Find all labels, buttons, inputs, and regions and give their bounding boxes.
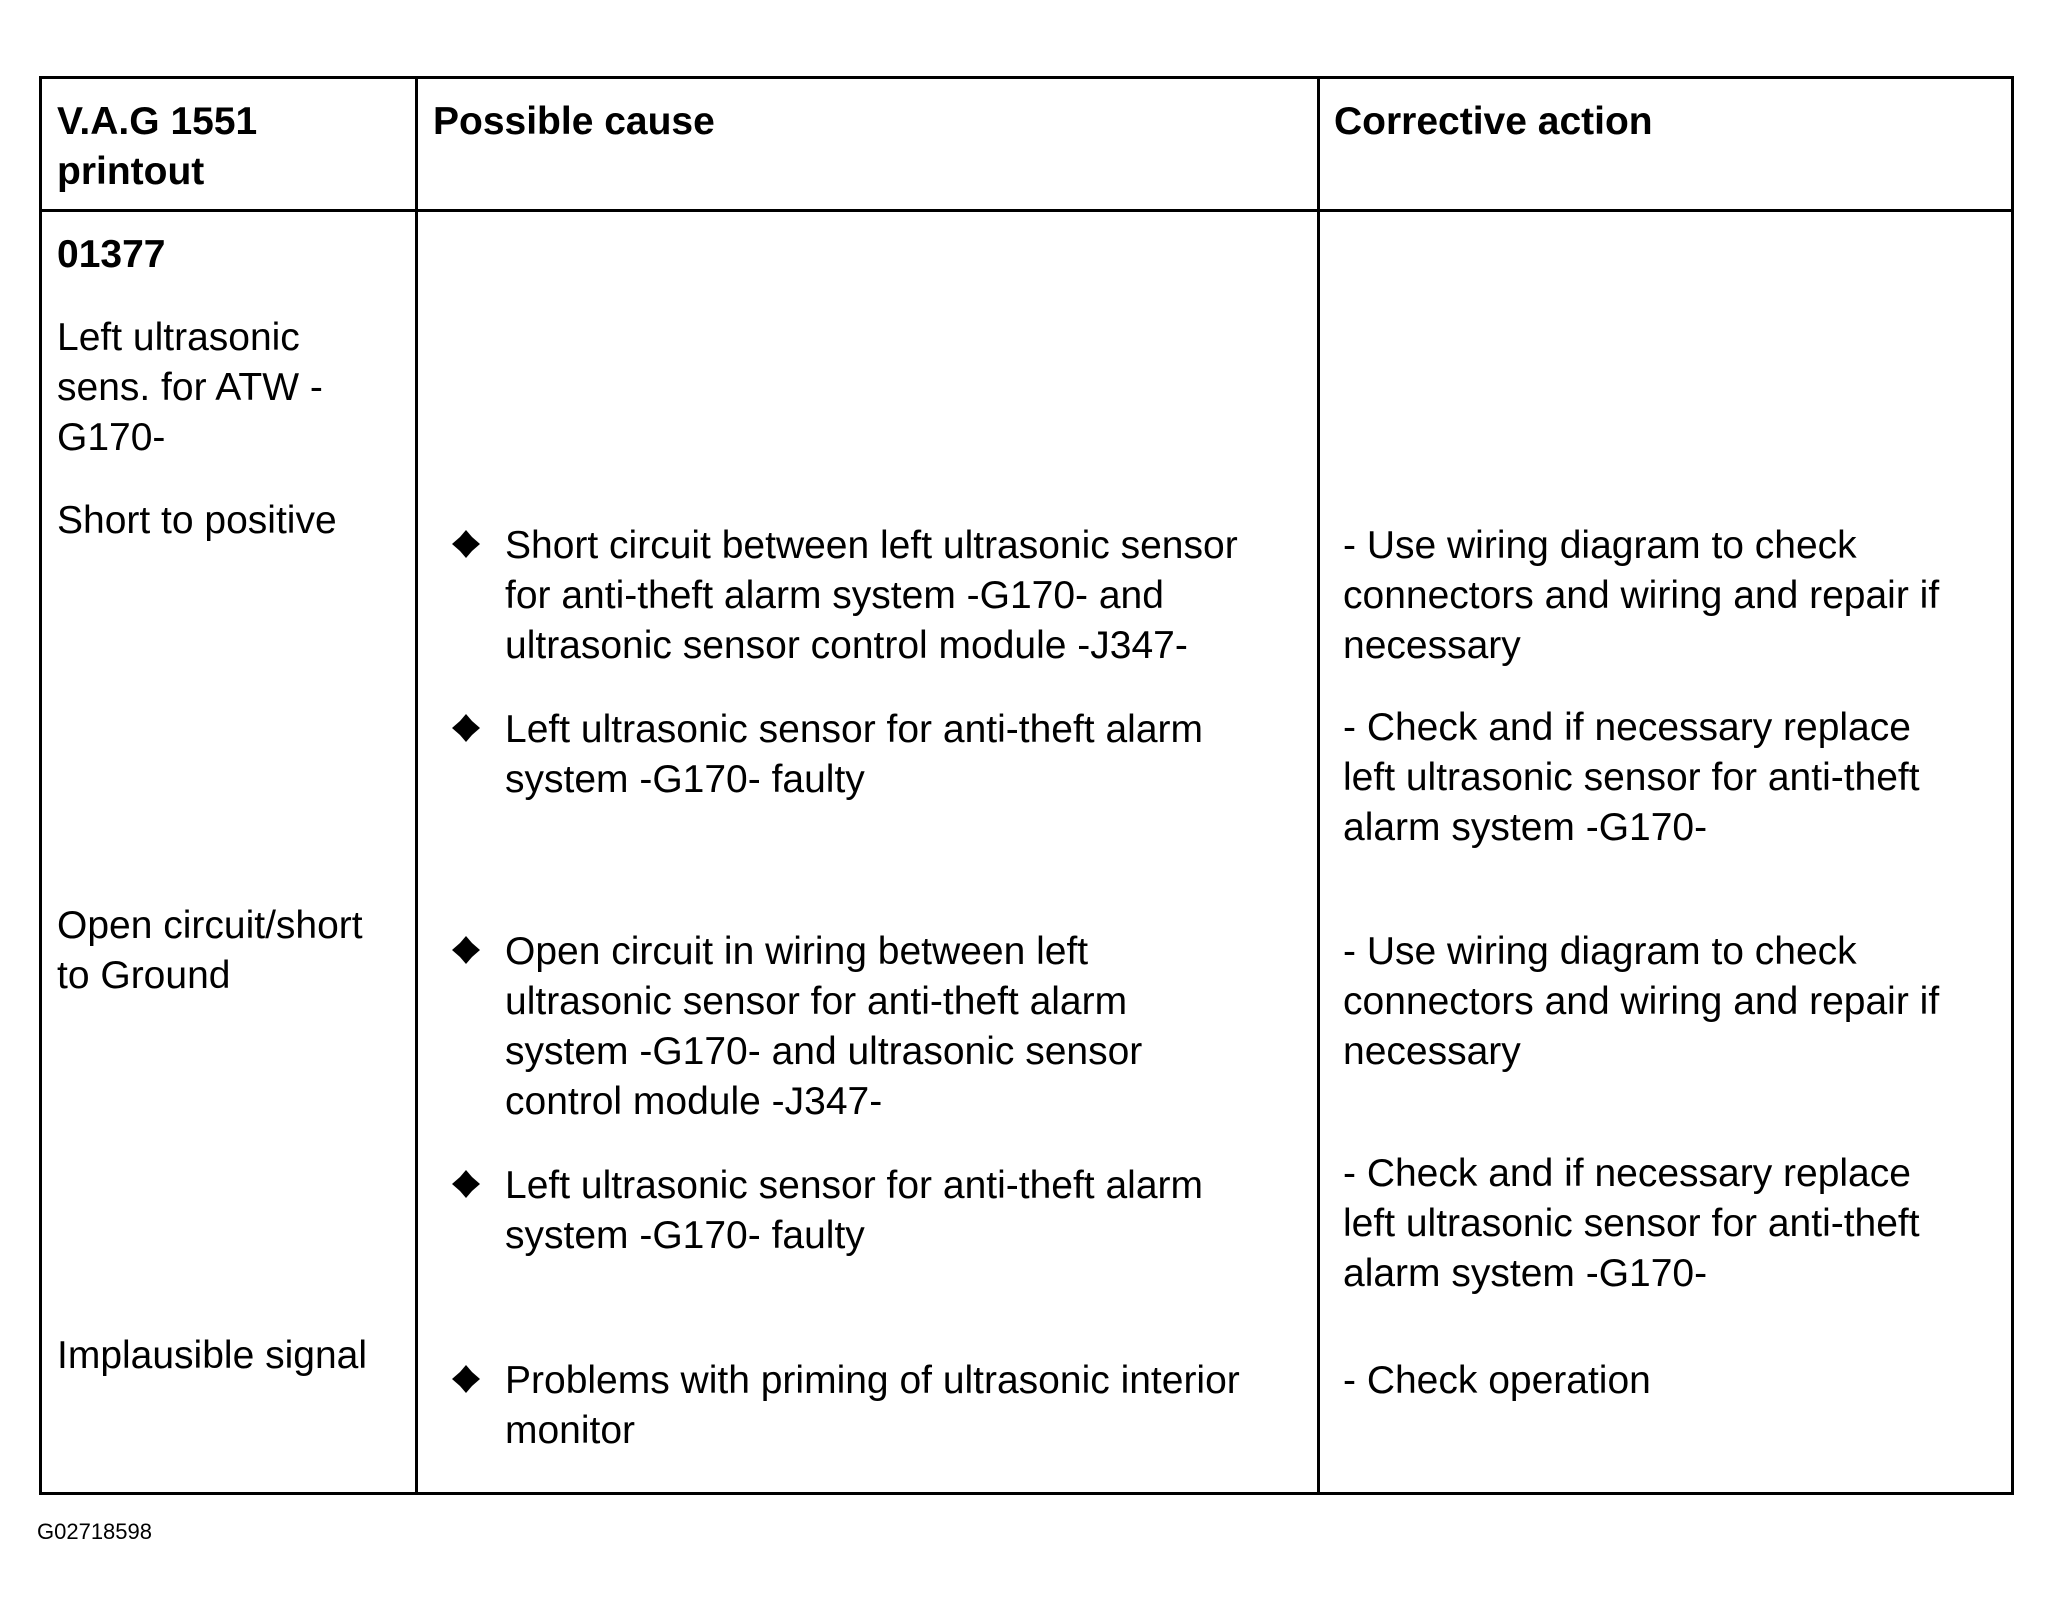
action-text-line: - Use wiring diagram to check bbox=[1343, 930, 1857, 973]
condition-open-circuit: to Ground bbox=[57, 954, 231, 997]
cause-text-line: ultrasonic sensor control module -J347- bbox=[505, 624, 1188, 667]
fault-component-line: Left ultrasonic bbox=[57, 316, 300, 359]
action-text-line: left ultrasonic sensor for anti-theft bbox=[1343, 756, 1920, 799]
condition-short-to-positive: Short to positive bbox=[57, 499, 337, 542]
diamond-bullet-icon bbox=[451, 713, 481, 743]
cause-text-line: Left ultrasonic sensor for anti-theft alarm bbox=[505, 1164, 1203, 1207]
header-divider bbox=[42, 209, 2011, 212]
fault-code: 01377 bbox=[57, 233, 166, 276]
cause-text-line: for anti-theft alarm system -G170- and bbox=[505, 574, 1164, 617]
action-text-line: necessary bbox=[1343, 1030, 1521, 1073]
header-printout-line: V.A.G 1551 bbox=[57, 100, 258, 143]
action-text-line: alarm system -G170- bbox=[1343, 806, 1708, 849]
cause-text-line: Short circuit between left ultrasonic sensor bbox=[505, 524, 1238, 567]
diamond-bullet-icon bbox=[451, 1169, 481, 1199]
figure-id: G02718598 bbox=[37, 1519, 152, 1544]
header-possible-cause: Possible cause bbox=[433, 100, 715, 143]
cause-text-line: monitor bbox=[505, 1409, 636, 1452]
diamond-bullet-icon bbox=[451, 1364, 481, 1394]
action-text-line: connectors and wiring and repair if bbox=[1343, 574, 1940, 617]
cause-text-line: Left ultrasonic sensor for anti-theft alarm bbox=[505, 708, 1203, 751]
cause-text-line: ultrasonic sensor for anti-theft alarm bbox=[505, 980, 1128, 1023]
header-corrective-action: Corrective action bbox=[1334, 100, 1653, 143]
action-text-line: necessary bbox=[1343, 624, 1521, 667]
cause-text-line: system -G170- and ultrasonic sensor bbox=[505, 1030, 1143, 1073]
cause-text-line: Open circuit in wiring between left bbox=[505, 930, 1089, 973]
column-divider bbox=[415, 79, 418, 1492]
action-text-line: - Check operation bbox=[1343, 1359, 1651, 1402]
condition-implausible-signal: Implausible signal bbox=[57, 1334, 368, 1377]
column-divider bbox=[1317, 79, 1320, 1492]
condition-open-circuit: Open circuit/short bbox=[57, 904, 363, 947]
diamond-bullet-icon bbox=[451, 529, 481, 559]
fault-component-line: G170- bbox=[57, 416, 166, 459]
action-text-line: - Use wiring diagram to check bbox=[1343, 524, 1857, 567]
action-text-line: alarm system -G170- bbox=[1343, 1252, 1708, 1295]
action-text-line: left ultrasonic sensor for anti-theft bbox=[1343, 1202, 1920, 1245]
action-text-line: - Check and if necessary replace bbox=[1343, 706, 1911, 749]
action-text-line: - Check and if necessary replace bbox=[1343, 1152, 1911, 1195]
cause-text-line: control module -J347- bbox=[505, 1080, 883, 1123]
action-text-line: connectors and wiring and repair if bbox=[1343, 980, 1940, 1023]
header-printout-line: printout bbox=[57, 150, 205, 193]
cause-text-line: Problems with priming of ultrasonic interior bbox=[505, 1359, 1240, 1402]
cause-text-line: system -G170- faulty bbox=[505, 1214, 865, 1257]
cause-text-line: system -G170- faulty bbox=[505, 758, 865, 801]
diamond-bullet-icon bbox=[451, 935, 481, 965]
fault-component-line: sens. for ATW - bbox=[57, 366, 323, 409]
